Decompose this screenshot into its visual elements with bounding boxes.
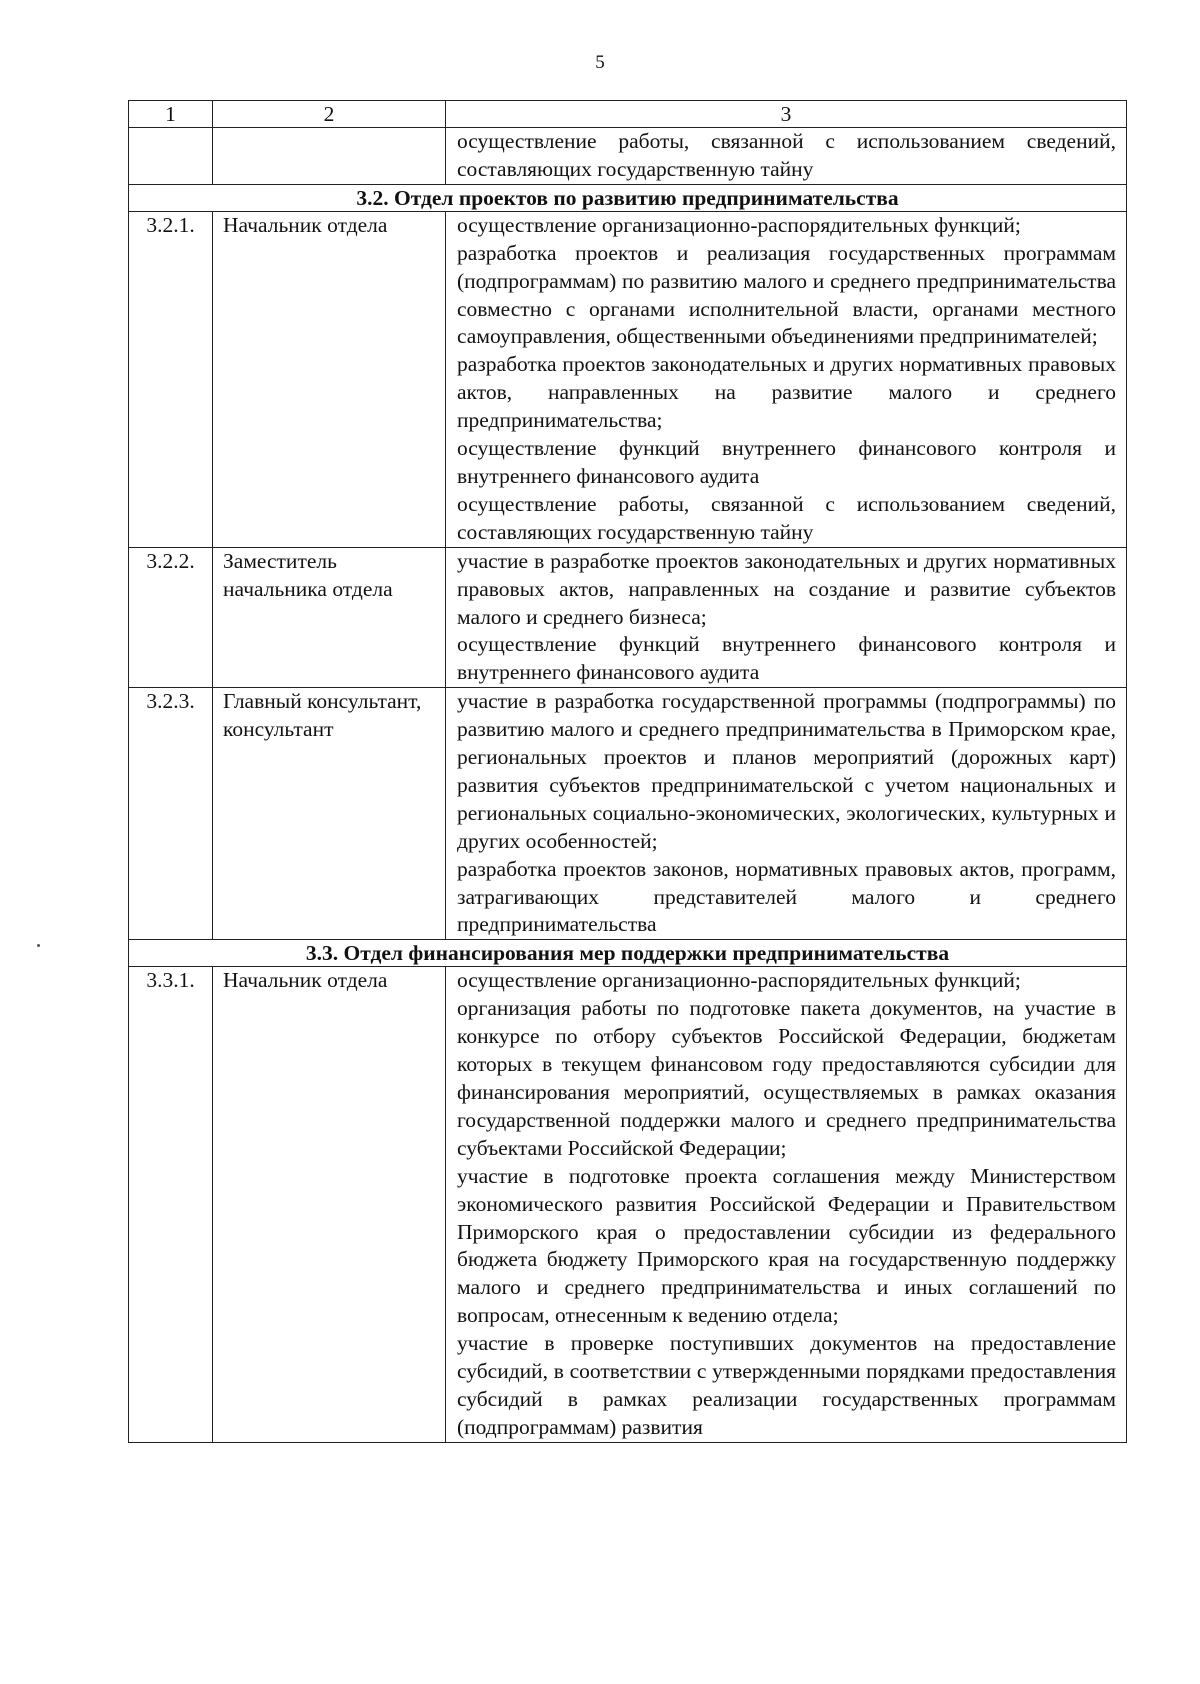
duty-item: осуществление функций внутреннего финансового контроля и внутреннего финансового аудита <box>457 632 1116 685</box>
duty-item: организация работы по подготовке пакета документов, на участие в конкурсе по отбору субъектов Российской Федерации, бюджетам которых в текущем финансовом году предоставляются субсидии для финансирования мероприятий, осуществляемых в рамках оказания государственной поддержки малого и среднего предпринимательства субъектами Российской Федерации; <box>457 996 1116 1160</box>
row-number: 3.3.1. <box>129 967 213 1442</box>
section-title: 3.3. Отдел финансирования мер поддержки предпринимательства <box>129 940 1127 967</box>
page-number: 5 <box>595 52 605 73</box>
table-row <box>129 547 1127 688</box>
position-title: Начальник отдела <box>213 211 446 547</box>
table-row <box>129 688 1127 940</box>
duties-cell <box>446 547 1127 688</box>
header-cell-1: 1 <box>129 101 213 128</box>
row-number: 3.2.3. <box>129 688 213 940</box>
position-title: Главный консультант, консультант <box>213 688 446 940</box>
duty-item: участие в разработка государственной программы (подпрограммы) по развитию малого и среднего предпринимательства в Приморском крае, региональных проектов и планов мероприятий (дорожных карт) развития субъектов предпринимательской с учетом национальных и региональных социально-экономических, экологических, культурных и других особенностей; <box>457 689 1116 853</box>
duty-item: участие в подготовке проекта соглашения между Министерством экономического развития Российской Федерации и Правительством Приморского края о предоставлении субсидии из федерального бюджета бюджету Приморского края на государственную поддержку малого и среднего предпринимательства и иных соглашений по вопросам, отнесенным к ведению отдела; <box>457 1163 1116 1328</box>
duty-item: осуществление организационно-распорядительных функций; <box>457 968 1021 993</box>
duties-cell <box>446 128 1127 185</box>
header-cell-2: 2 <box>213 101 446 128</box>
duties-table <box>128 100 1127 1443</box>
position-title: Начальник отдела <box>213 967 446 1442</box>
duty-item: осуществление работы, связанной с использованием сведений, составляющих государственную тайну <box>457 129 1116 181</box>
row-number <box>129 128 213 185</box>
duty-item: участие в проверке поступивших документов на предоставление субсидий, в соответствии с утвержденными порядками предоставления субсидий в рамках реализации государственных программам (подпрограммам) развития <box>457 1331 1116 1439</box>
duty-item: осуществление функций внутреннего финансового контроля и внутреннего финансового аудита <box>457 436 1116 488</box>
duties-cell <box>446 688 1127 940</box>
duty-item: осуществление организационно-распорядительных функций; <box>457 212 1021 237</box>
table-row <box>129 211 1127 547</box>
duty-item: разработка проектов законодательных и других нормативных правовых актов, направленных на развитие малого и среднего предпринимательства; <box>457 352 1116 433</box>
duty-item: осуществление работы, связанной с использованием сведений, составляющих государственную тайну <box>457 491 1116 544</box>
row-number: 3.2.2. <box>129 547 213 688</box>
duties-cell <box>446 211 1127 547</box>
section-row <box>129 184 1127 211</box>
scan-speck <box>37 944 40 947</box>
duty-item: разработка проектов и реализация государственных программам (подпрограммам) по развитию малого и среднего предпринимательства совместно с органами исполнительной власти, органами местного самоуправления, общественными объединениями предпринимателей; <box>457 240 1116 349</box>
duties-cell <box>446 967 1127 1442</box>
table-row <box>129 967 1127 1442</box>
duty-item: разработка проектов законов, нормативных правовых актов, программ, затрагивающих представителей малого и среднего предпринимательства <box>457 856 1116 937</box>
position-title: Заместитель начальника отдела <box>213 547 446 688</box>
section-row <box>129 940 1127 967</box>
table-row <box>129 128 1127 185</box>
duty-item: участие в разработке проектов законодательных и других нормативных правовых актов, направленных на создание и развитие субъектов малого и среднего бизнеса; <box>457 548 1116 629</box>
position-title <box>213 128 446 185</box>
section-title: 3.2. Отдел проектов по развитию предпринимательства <box>129 184 1127 211</box>
row-number: 3.2.1. <box>129 211 213 547</box>
table-header-row <box>129 101 1127 128</box>
header-cell-3: 3 <box>446 101 1127 128</box>
